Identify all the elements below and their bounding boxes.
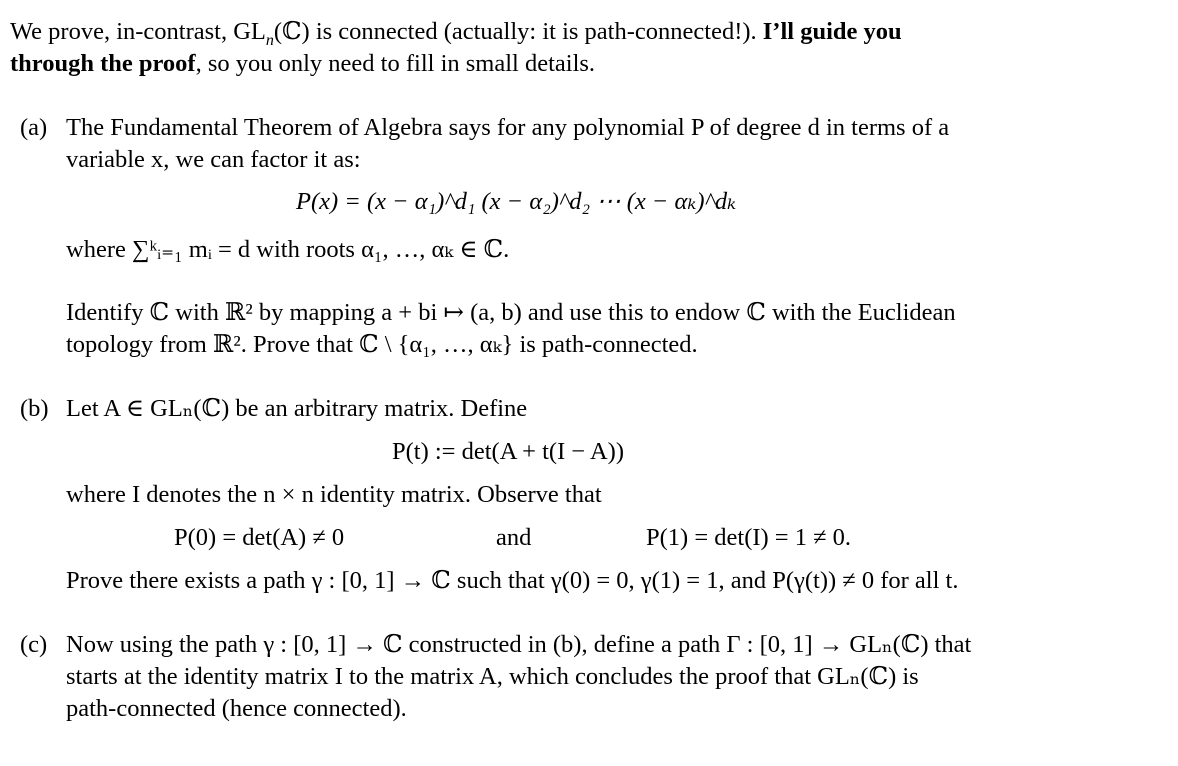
- intro-text-2: , so you only need to fill in small details.: [195, 50, 596, 77]
- part-a-text-2: variable x, we can factor it as:: [66, 146, 361, 173]
- part-c-text-2: starts at the identity matrix I to the matrix A, which concludes the proof that GLₙ(ℂ) is: [66, 663, 919, 690]
- part-a-identify-2: topology from ℝ². Prove that ℂ \ {α₁, …, αₖ} is path-connected.: [66, 331, 698, 358]
- part-c-label: (c): [20, 631, 48, 658]
- intro-text-1: We prove, in-contrast, GL: [10, 18, 266, 45]
- intro-line-2: [10, 48, 595, 80]
- intro-text-1b: (ℂ) is connected (actually: it is path-connected!).: [273, 18, 763, 45]
- part-b-prove: Prove there exists a path γ : [0, 1] → ℂ such that γ(0) = 0, γ(1) = 1, and P(γ(t)) ≠ 0 for all t.: [66, 567, 959, 594]
- part-c-text-1: Now using the path γ : [0, 1] → ℂ constructed in (b), define a path Γ : [0, 1] → GLₙ(ℂ) that: [66, 631, 972, 658]
- part-b-text-1: Let A ∈ GLₙ(ℂ) be an arbitrary matrix. Define: [66, 395, 528, 422]
- part-b-text-2: where I denotes the n × n identity matrix. Observe that: [66, 481, 602, 508]
- part-b-observe-right: P(1) = det(I) = 1 ≠ 0.: [646, 524, 852, 551]
- part-b-formula: P(t) := det(A + t(I − A)): [392, 438, 624, 465]
- part-b-label: (b): [20, 395, 49, 422]
- part-a-label: (a): [20, 114, 48, 141]
- part-a-formula: P(x) = (x − α₁)^d₁ (x − α₂)^d₂ ⋯ (x − αₖ)^dₖ: [296, 188, 737, 215]
- part-b-observe-left: P(0) = det(A) ≠ 0: [174, 524, 345, 551]
- intro-bold-1: I’ll guide you: [762, 18, 902, 45]
- intro-line-1: [10, 16, 902, 48]
- part-b-observe-and: and: [496, 524, 532, 551]
- gl-subscript: n: [265, 31, 274, 49]
- part-a-text-1: The Fundamental Theorem of Algebra says for any polynomial P of degree d in terms of a: [66, 114, 950, 141]
- part-c-text-3: path-connected (hence connected).: [66, 695, 407, 722]
- part-a-identify-1: Identify ℂ with ℝ² by mapping a + bi ↦ (a, b) and use this to endow ℂ with the Euclidean: [66, 299, 956, 326]
- part-a-where: where ∑ᵏᵢ₌₁ mᵢ = d with roots α₁, …, αₖ ∈ ℂ.: [66, 236, 510, 263]
- intro-bold-2: through the proof: [10, 50, 196, 77]
